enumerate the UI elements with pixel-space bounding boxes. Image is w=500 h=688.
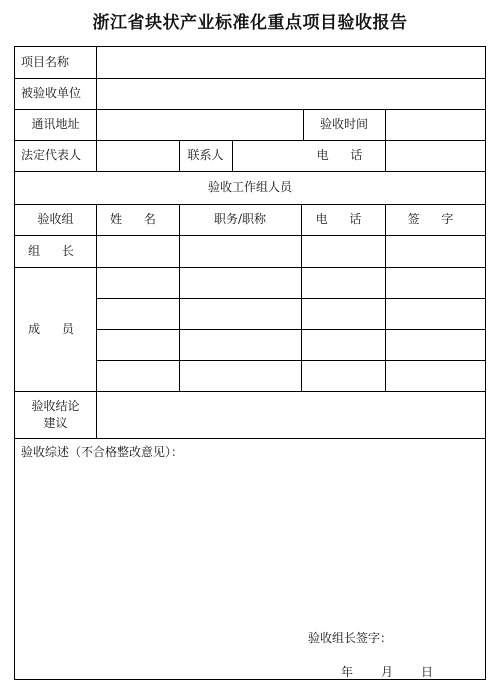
row-divider <box>96 360 485 361</box>
signature-date <box>341 663 461 680</box>
phone-label: 电 话 <box>316 148 372 163</box>
group-header-name: 姓 名 <box>110 212 165 227</box>
column-divider <box>385 140 386 171</box>
acceptance-form <box>14 46 486 680</box>
group-section-heading: 验收工作组人员 <box>207 180 292 195</box>
column-divider <box>232 140 233 171</box>
group-header-phone: 电 话 <box>315 212 371 227</box>
column-divider <box>385 109 386 140</box>
date-month: 月 <box>381 665 394 679</box>
members-label: 成 员 <box>28 321 83 336</box>
legal-representative-label: 法定代表人 <box>21 148 82 163</box>
column-divider <box>96 204 97 438</box>
group-header-team: 验收组 <box>37 212 74 227</box>
date-day: 日 <box>421 665 434 679</box>
page-title: 浙江省块状产业标准化重点项目验收报告 <box>92 13 408 33</box>
leader-label: 组 长 <box>28 243 83 258</box>
inspected-unit-label: 被验收单位 <box>21 86 82 101</box>
contact-person-label: 联系人 <box>187 148 224 163</box>
leader-signature-label: 验收组长签字： <box>308 631 393 645</box>
group-header-signature: 签 字 <box>407 212 463 227</box>
date-year: 年 <box>341 665 354 679</box>
column-divider <box>96 47 97 171</box>
conclusion-label-line1: 验收结论 <box>31 399 80 414</box>
row-divider <box>15 438 485 439</box>
project-name-label: 项目名称 <box>21 55 70 70</box>
address-label: 通讯地址 <box>31 117 80 132</box>
inspection-time-label: 验收时间 <box>319 117 368 132</box>
summary-label: 验收综述（不合格整改意见）： <box>21 445 184 459</box>
row-divider <box>96 298 485 299</box>
conclusion-label-line2: 建议 <box>43 415 68 430</box>
group-header-position: 职务/职称 <box>213 212 267 227</box>
row-divider <box>96 329 485 330</box>
conclusion-label <box>15 391 96 438</box>
